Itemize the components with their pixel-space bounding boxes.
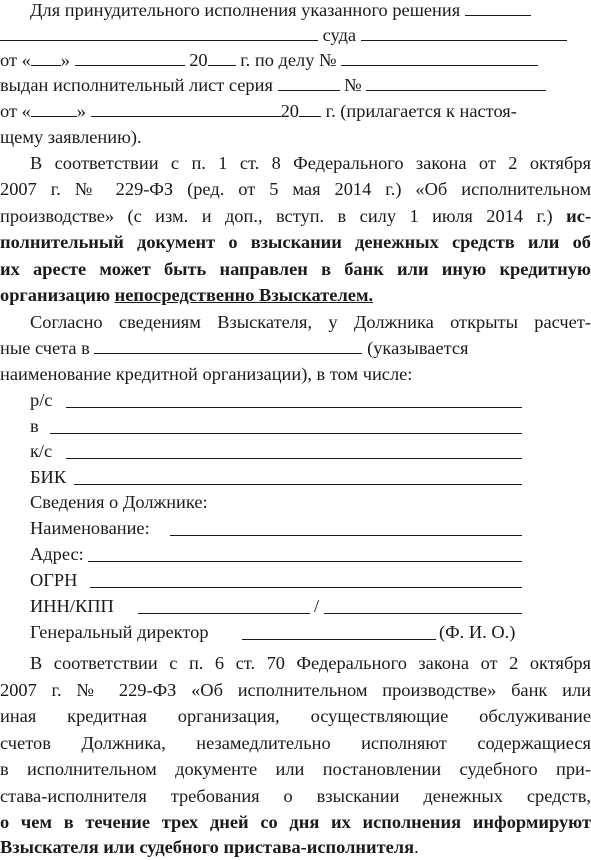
label: ИНН/КПП <box>30 596 114 616</box>
p2-line3 <box>0 203 591 229</box>
blank-kpp <box>324 612 522 614</box>
blank-bik <box>74 483 522 485</box>
text: № <box>344 75 362 95</box>
label: к/с <box>30 441 53 461</box>
label: Генеральный директор <box>30 622 209 642</box>
field-ks <box>30 438 52 464</box>
text: . <box>414 837 419 857</box>
blank-year <box>208 47 236 66</box>
field-v <box>30 413 39 439</box>
p4-line2: 2007 г. № 229-ФЗ «Об исполнительном производстве» банк или <box>0 680 591 700</box>
text-bold: организацию <box>0 285 110 305</box>
blank-ks <box>66 457 522 459</box>
p1-line3 <box>0 47 538 73</box>
field-address <box>30 541 84 567</box>
label: ОГРН <box>30 570 78 590</box>
blank-court-name <box>465 0 531 16</box>
label: р/с <box>30 390 53 410</box>
text: Для принудительного исполнения указанного решения <box>30 0 461 20</box>
blank-series <box>278 72 340 91</box>
p1-line4 <box>0 72 546 98</box>
p1-line5 <box>0 98 517 124</box>
field-ogrn <box>30 567 77 593</box>
text: (указывается <box>367 338 469 358</box>
text-bold: ис- <box>566 206 591 226</box>
text: суда <box>322 25 357 45</box>
blank-director <box>242 638 436 640</box>
p1-line1 <box>30 0 531 23</box>
p2-line1: В соответствии с п. 1 ст. 8 Федерального закона от 2 октября <box>30 153 591 173</box>
field-bik <box>30 464 66 490</box>
p4-line3: иная кредитная организация, осуществляющие обслуживание <box>0 706 591 726</box>
p2-line2: 2007 г. № 229-ФЗ (ред. от 5 мая 2014 г.) «Об исполнительном <box>0 179 591 199</box>
text: производстве» (с изм. и доп., вступ. в силу 1 июля 2014 г.) <box>0 206 553 226</box>
blank-address <box>88 560 522 562</box>
field-rs <box>30 387 52 413</box>
p3-line2 <box>0 335 469 361</box>
label: Адрес: <box>30 544 84 564</box>
blank-case-no <box>341 47 538 66</box>
text: » <box>60 50 70 70</box>
field-director <box>30 619 209 645</box>
p1-line6: щему заявлению). <box>0 127 142 147</box>
p4-line7: о чем в течение трех дней со дня их исполнения информируют <box>0 812 591 832</box>
field-name <box>30 515 150 541</box>
blank-month <box>75 47 185 66</box>
p2-line4: полнительный документ о взыскании денежных средств или об <box>0 232 591 252</box>
blank-v <box>50 432 522 434</box>
blank-day <box>31 47 61 66</box>
p4-line8 <box>0 834 419 860</box>
label: в <box>30 416 39 436</box>
blank-rs <box>66 406 522 408</box>
text: от « <box>0 50 31 70</box>
text-bold: Взыскателя или судебного пристава-исполнителя <box>0 837 415 857</box>
text: от « <box>0 101 31 121</box>
debtor-info-heading: Сведения о Должнике: <box>30 492 208 512</box>
p4-line4: счетов Должника, незамедлительно исполняют содержащиеся <box>0 733 591 753</box>
blank-month-2 <box>91 98 281 117</box>
text: г. (прилагается к настоя- <box>325 101 517 121</box>
blank-ogrn <box>90 586 522 588</box>
p4-line5: в исполнительном документе или постановлении судебного при- <box>0 759 591 779</box>
p2-line6 <box>0 282 373 308</box>
p3-line3: наименование кредитной организации), в том числе: <box>0 364 413 384</box>
p2-line5: их аресте может быть направлен в банк или иную кредитную <box>0 259 591 279</box>
text: 20 <box>189 50 208 70</box>
blank-number <box>366 72 546 91</box>
field-inn-kpp <box>30 593 114 619</box>
text: г. по делу № <box>240 50 337 70</box>
p4-line1: В соответствии с п. 6 ст. 70 Федерального закона от 2 октября <box>30 653 591 673</box>
text: ные счета в <box>0 338 90 358</box>
blank-day-2 <box>31 98 77 117</box>
inn-kpp-slash: / <box>314 596 320 616</box>
blank-court <box>0 22 318 41</box>
text-underlined: непосредственно Взыскателем. <box>114 285 374 305</box>
blank-year-2 <box>299 98 321 117</box>
p3-line1: Согласно сведениям Взыскателя, у Должника открыты расчет- <box>30 312 591 332</box>
blank-name <box>170 534 522 536</box>
text: » <box>76 101 86 121</box>
blank-inn <box>138 612 310 614</box>
text: выдан исполнительный лист серия <box>0 75 273 95</box>
p1-line2 <box>0 22 567 48</box>
label: БИК <box>30 467 67 487</box>
text: 20 <box>280 101 299 121</box>
p4-line6: става-исполнителя требования о взыскании денежных средств, <box>0 786 591 806</box>
label: Наименование: <box>30 518 150 538</box>
director-fio: (Ф. И. О.) <box>439 622 516 642</box>
blank-court-2 <box>361 22 567 41</box>
blank-bank-name <box>94 335 362 354</box>
